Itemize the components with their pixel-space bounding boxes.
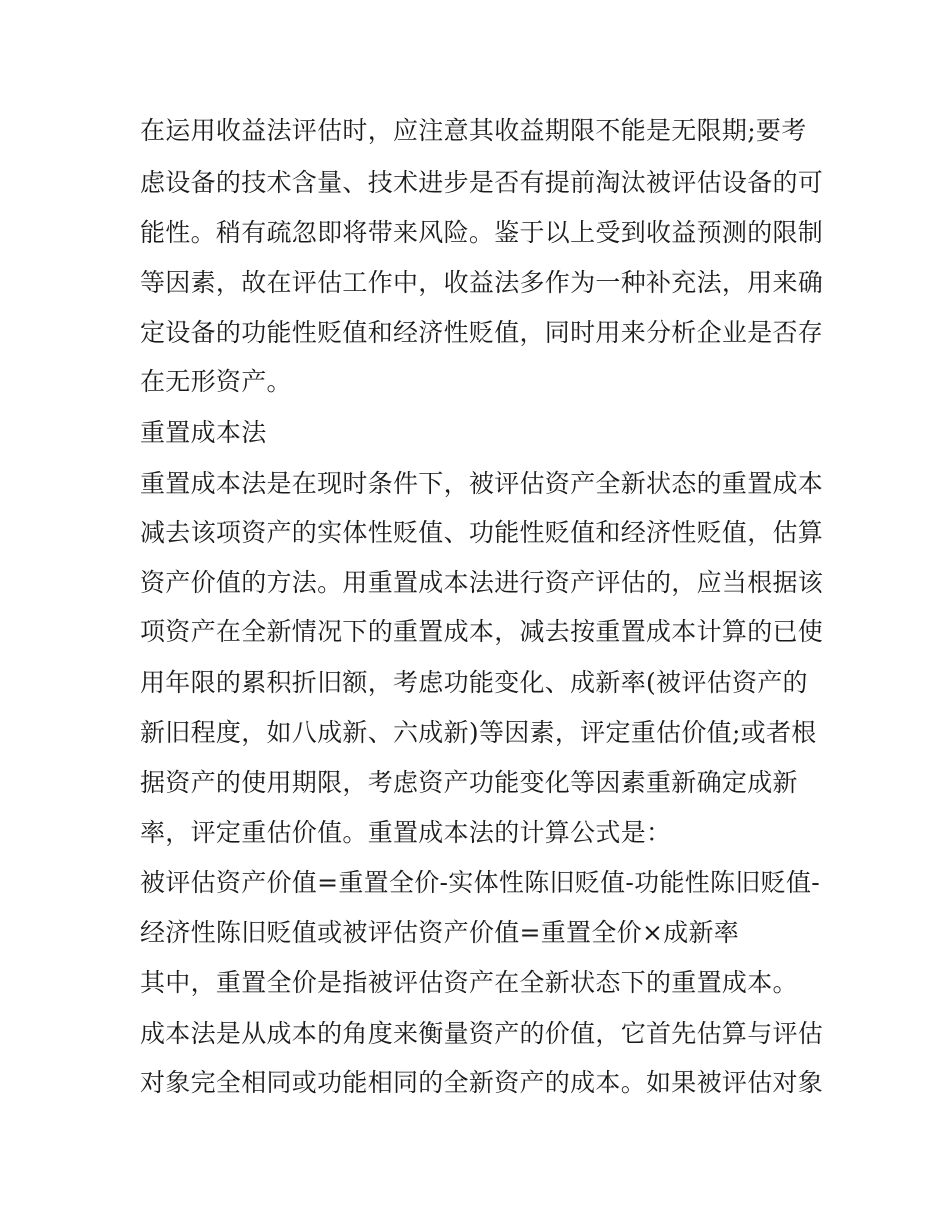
paragraph-line: 对象完全相同或功能相同的全新资产的成本。如果被评估对象 (140, 1068, 824, 1097)
paragraph-line: 等因素，故在评估工作中，收益法多作为一种补充法，用来确 (140, 268, 824, 297)
paragraph-line: 用年限的累积折旧额，考虑功能变化、成新率(被评估资产的 (140, 668, 808, 697)
paragraph-line: 项资产在全新情况下的重置成本，减去按重置成本计算的已使 (140, 617, 824, 646)
paragraph-line: 在运用收益法评估时，应注意其收益期限不能是无限期;要考 (140, 116, 807, 145)
paragraph-line: 其中，重置全价是指被评估资产在全新状态下的重置成本。 (140, 968, 798, 997)
paragraph-line: 据资产的使用期限，考虑资产功能变化等因素重新确定成新 (140, 768, 798, 797)
paragraph-line: 新旧程度，如八成新、六成新)等因素，评定重估价值;或者根 (140, 718, 817, 747)
paragraph-line: 率，评定重估价值。重置成本法的计算公式是： (140, 818, 672, 847)
paragraph-line: 能性。稍有疏忽即将带来风险。鉴于以上受到收益预测的限制 (140, 218, 824, 247)
paragraph-line: 虑设备的技术含量、技术进步是否有提前淘汰被评估设备的可 (140, 168, 824, 197)
paragraph-line: 在无形资产。 (140, 367, 292, 396)
formula-line: 被评估资产价值=重置全价-实体性陈旧贬值-功能性陈旧贬值- (140, 868, 820, 897)
paragraph-line: 资产价值的方法。用重置成本法进行资产评估的，应当根据该 (140, 568, 824, 597)
formula-line: 经济性陈旧贬值或被评估资产价值=重置全价×成新率 (140, 918, 740, 947)
section-heading: 重置成本法 (140, 418, 267, 447)
paragraph-line: 减去该项资产的实体性贬值、功能性贬值和经济性贬值，估算 (140, 518, 824, 547)
paragraph-line: 重置成本法是在现时条件下，被评估资产全新状态的重置成本 (140, 469, 824, 498)
paragraph-line: 成本法是从成本的角度来衡量资产的价值，它首先估算与评估 (140, 1019, 824, 1048)
paragraph-line: 定设备的功能性贬值和经济性贬值，同时用来分析企业是否存 (140, 318, 824, 347)
